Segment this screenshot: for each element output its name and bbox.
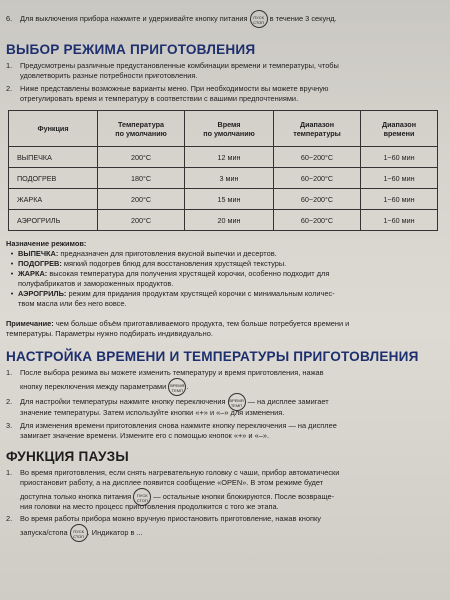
bullet-icon: •: [10, 259, 14, 268]
bullet-icon: •: [10, 249, 14, 258]
col-header-default-time: Время по умолчанию: [185, 111, 274, 147]
step-6: [6, 10, 440, 28]
col-header-time-range: Диапазон времени: [361, 111, 438, 147]
list-item: 2. Ниже представлены возможные варианты меню. При необходимости вы можете вручную: [6, 84, 329, 93]
list-item-continuation: кнопку переключения между параметрами ВРЕМЯ ТЕМП .: [6, 378, 440, 393]
bullet-icon: •: [10, 289, 14, 298]
list-item: 3. Для изменения времени приготовления снова нажмите кнопку переключения — на дисплее: [6, 421, 337, 430]
list-item-continuation: запуска/стопа ПУСК СТОП . Индикатор в ...: [6, 524, 440, 538]
power-button-icon: ПУСК СТОП: [250, 10, 268, 28]
step-text: Для выключения прибора нажмите и удерживайте кнопку питания: [20, 13, 248, 23]
mode-intro-list: [6, 61, 440, 104]
section-title-mode: ВЫБОР РЕЖИМА ПРИГОТОВЛЕНИЯ: [6, 42, 256, 57]
pause-list: [6, 468, 440, 538]
col-header-default-temp: Температура по умолчанию: [98, 111, 185, 147]
table-row: ПОДОГРЕВ 180°C 3 мин 60~200°C 1~60 мин: [9, 168, 438, 189]
list-item: 1. После выбора режима вы можете изменить температуру и время приготовления, нажав: [6, 368, 324, 377]
list-item-continuation: приостановит работу, а на дисплее появится сообщение «OPEN». В этом режиме будет: [20, 478, 324, 487]
time-temp-button-icon: ВРЕМЯ ТЕМП: [168, 378, 186, 396]
list-item: 1. Во время приготовления, если снять нагревательную головку с чаши, прибор автоматически: [6, 468, 340, 477]
list-item: • ПОДОГРЕВ: мягкий подогрев блюд для восстановления хрустящей текстуры.: [6, 259, 440, 269]
settings-list: [6, 368, 440, 441]
time-temp-button-icon: ВРЕМЯ ТЕМП: [228, 393, 246, 411]
list-item: • ВЫПЕЧКА: предназначен для приготовления вкусной выпечки и десертов.: [6, 249, 440, 259]
list-item-continuation: доступна только кнопка питания ПУСК СТОП — остальные кнопки блокируются. После возвраще-: [6, 488, 440, 502]
list-item: • ЖАРКА: высокая температура для получения хрустящей корочки, особенно подходит для: [6, 269, 440, 279]
list-item: 2. Для настройки температуры нажмите кнопку переключения ВРЕМЯ ТЕМП — на дисплее замигает: [6, 393, 440, 408]
table-header-row: [9, 111, 438, 147]
modes-list: [6, 249, 440, 309]
bullet-icon: •: [10, 269, 14, 278]
col-header-function: Функция: [9, 111, 98, 147]
power-button-icon: ПУСК СТОП: [133, 488, 151, 506]
mode-table: [8, 110, 438, 231]
note-label: Примечание:: [6, 319, 54, 328]
modes-heading: Назначение режимов:: [6, 239, 87, 248]
list-item-continuation: значение температуры. Затем используйте кнопки «+» и «–» для изменения.: [20, 408, 285, 417]
table-row: ЖАРКА 200°C 15 мин 60~200°C 1~60 мин: [9, 189, 438, 210]
table-row: ВЫПЕЧКА 200°C 12 мин 60~200°C 1~60 мин: [9, 147, 438, 168]
col-header-temp-range: Диапазон температуры: [274, 111, 361, 147]
list-item-continuation: полуфабрикатов и замороженных продуктов.: [18, 279, 174, 288]
note: Примечание: чем больше объём приготавливаемого продукта, тем больше потребуется времени и температуры. Параметры нужно подбирать индивидуально.: [6, 319, 350, 338]
list-item-continuation: замигает значение времени. Измените его с помощью кнопок «+» и «–».: [20, 431, 269, 440]
list-item-continuation: твом масла или без него вовсе.: [18, 299, 127, 308]
section-title-settings: НАСТРОЙКА ВРЕМЕНИ И ТЕМПЕРАТУРЫ ПРИГОТОВЛЕНИЯ: [6, 349, 419, 364]
list-item: • АЭРОГРИЛЬ: режим для придания продуктам хрустящей корочки с минимальным количес-: [6, 289, 440, 299]
list-item: 2. Во время работы прибора можно вручную приостановить приготовление, нажав кнопку: [6, 514, 321, 523]
step-text-end: в течение 3 секунд.: [269, 13, 337, 23]
list-item-continuation: ния головки на место процесс приготовления продолжится с того же этапа.: [20, 502, 279, 511]
list-item-continuation: отрегулировать время и температуру в соответствии с вашими предпочтениями.: [20, 94, 299, 103]
step-number: 6.: [6, 13, 13, 23]
list-item-continuation: удовлетворить разные потребности приготовления.: [20, 71, 198, 80]
power-button-icon: ПУСК СТОП: [70, 524, 88, 542]
table-row: АЭРОГРИЛЬ 200°C 20 мин 60~200°C 1~60 мин: [9, 210, 438, 231]
section-title-pause: ФУНКЦИЯ ПАУЗЫ: [6, 449, 129, 464]
list-item: 1. Предусмотрены различные предустановленные комбинации времени и температуры, чтобы: [6, 61, 339, 70]
